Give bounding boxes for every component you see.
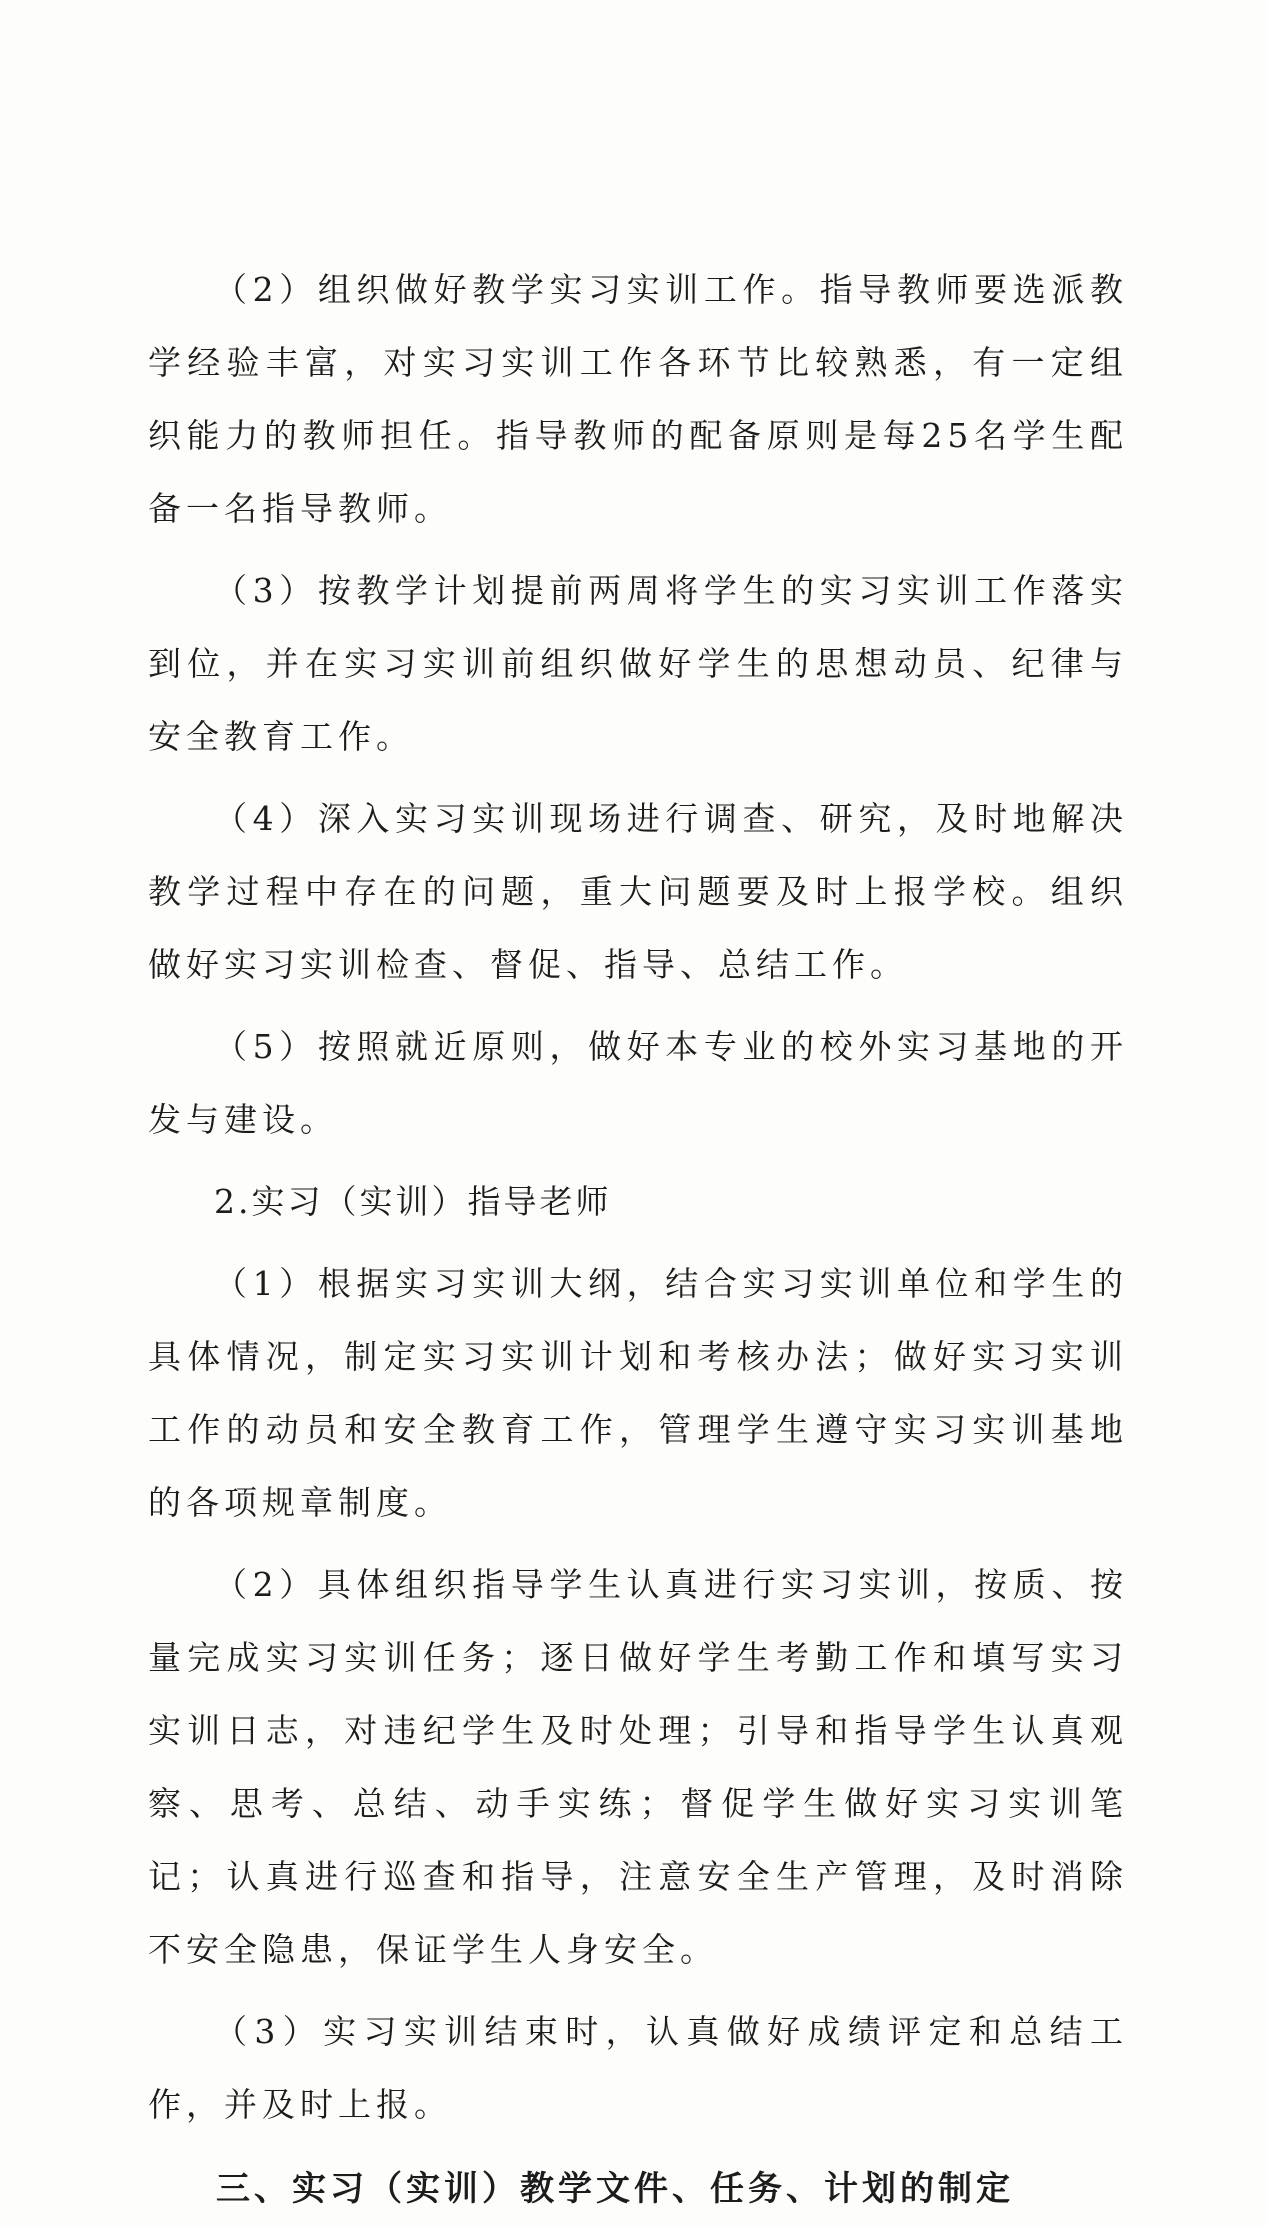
paragraph-item-3: （3）按教学计划提前两周将学生的实习实训工作落实到位，并在实习实训前组织做好学生的思想动员、纪律与安全教育工作。 bbox=[148, 571, 1128, 756]
subheading-instructor: 2.实习（实训）指导老师 bbox=[214, 1182, 612, 1221]
paragraph-item-2: （2）组织做好教学实习实训工作。指导教师要选派教学经验丰富，对实习实训工作各环节比较熟悉，有一定组织能力的教师担任。指导教师的配备原则是每25名学生配备一名指导教师。 bbox=[148, 270, 1128, 528]
teacher-item-3: （3）实习实训结束时，认真做好成绩评定和总结工作，并及时上报。 bbox=[148, 2012, 1128, 2124]
teacher-item-2: （2）具体组织指导学生认真进行实习实训，按质、按量完成实习实训任务；逐日做好学生考勤工作和填写实习实训日志，对违纪学生及时处理；引导和指导学生认真观察、思考、总结、动手实练；督促学生做好实习实训笔记；认真进行巡查和指导，注意安全生产管理，及时消除不安全隐患，保证学生人身安全。 bbox=[148, 1565, 1128, 1969]
section-heading-3: 三、实习（实训）教学文件、任务、计划的制定 bbox=[216, 2169, 1014, 2209]
paragraph-item-4: （4）深入实习实训现场进行调查、研究，及时地解决教学过程中存在的问题，重大问题要及时上报学校。组织做好实习实训检查、督促、指导、总结工作。 bbox=[148, 799, 1128, 984]
teacher-item-1: （1）根据实习实训大纲，结合实习实训单位和学生的具体情况，制定实习实训计划和考核办法；做好实习实训工作的动员和安全教育工作，管理学生遵守实习实训基地的各项规章制度。 bbox=[148, 1264, 1128, 1522]
document-body bbox=[148, 253, 1128, 2226]
paragraph-item-5: （5）按照就近原则，做好本专业的校外实习基地的开发与建设。 bbox=[148, 1027, 1128, 1139]
